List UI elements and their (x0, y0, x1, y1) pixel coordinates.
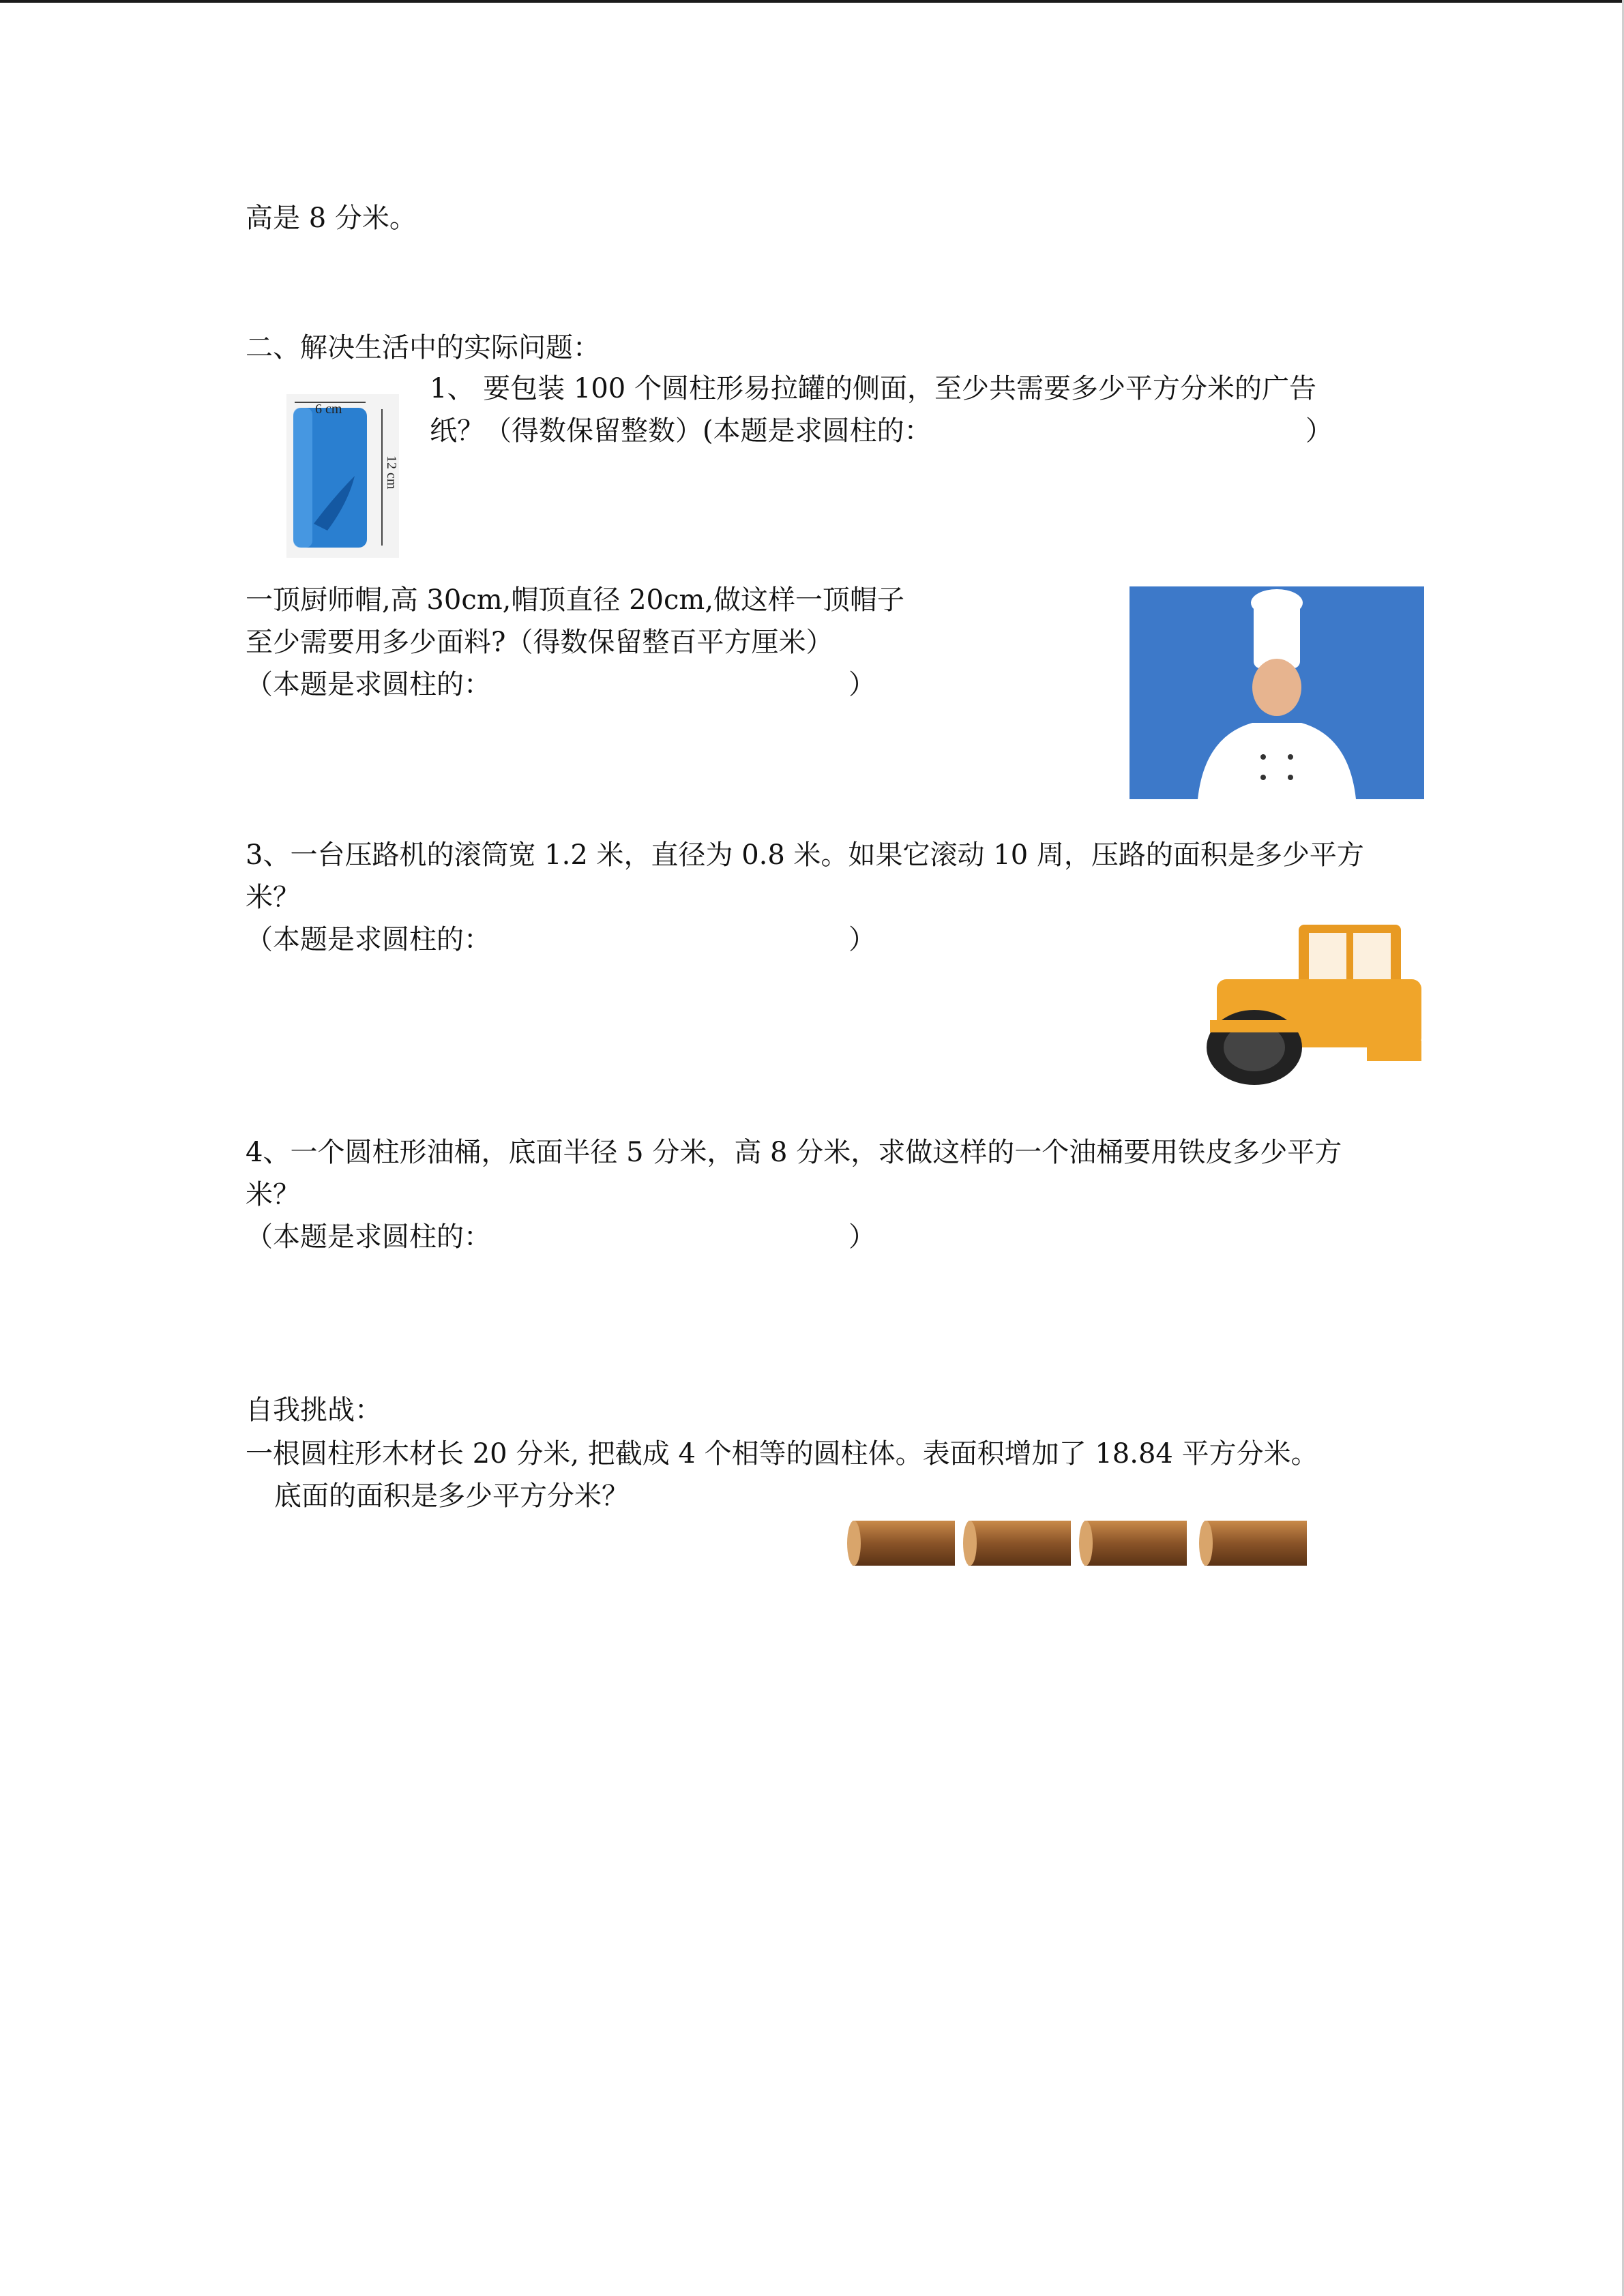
q2-line1: 一顶厨师帽,高 30cm,帽顶直径 20cm,做这样一顶帽子 (246, 584, 905, 616)
previous-question-end: 高是 8 分米。 (246, 203, 417, 234)
can-height-label: 12 cm (384, 456, 399, 490)
q3-line2: 米？ (246, 882, 300, 913)
q4-line3: （本题是求圆柱的： (246, 1221, 491, 1253)
q1-line2: 纸？（得数保留整数）(本题是求圆柱的： (430, 415, 932, 447)
challenge-line1: 一根圆柱形木材长 20 分米, 把截成 4 个相等的圆柱体。表面积增加了 18.84 平方分米。 (246, 1438, 1318, 1470)
wood-log-2 (963, 1521, 1071, 1566)
challenge-title: 自我挑战： (246, 1395, 382, 1426)
wood-log-1 (847, 1521, 955, 1566)
can-image (286, 394, 399, 558)
q2-close-paren: ） (848, 669, 876, 700)
chef-photo (1130, 586, 1424, 799)
q2-line2: 至少需要用多少面料?（得数保留整百平方厘米） (246, 627, 833, 658)
section2-title: 二、解决生活中的实际问题： (246, 332, 600, 363)
wood-log-3 (1079, 1521, 1187, 1566)
wood-logs-image (846, 1517, 1307, 1570)
page-top-border (0, 0, 1624, 3)
q3-line3: （本题是求圆柱的： (246, 924, 491, 955)
road-roller-image (1196, 918, 1432, 1090)
q4-line2: 米？ (246, 1179, 300, 1210)
q2-line3: （本题是求圆柱的： (246, 669, 491, 700)
q3-close-paren: ） (848, 924, 876, 955)
q4-line1: 4、一个圆柱形油桶，底面半径 5 分米，高 8 分米，求做这样的一个油桶要用铁皮多少平方 (246, 1137, 1342, 1168)
q1-close-paren: ） (1305, 415, 1333, 447)
q3-line1: 3、一台压路机的滚筒宽 1.2 米，直径为 0.8 米。如果它滚动 10 周，压路的面积是多少平方 (246, 839, 1364, 871)
q4-close-paren: ） (848, 1221, 876, 1253)
q1-line1: 1、 要包装 100 个圆柱形易拉罐的侧面，至少共需要多少平方分米的广告 (430, 373, 1316, 404)
wood-log-4 (1199, 1521, 1307, 1566)
challenge-line2: 底面的面积是多少平方分米？ (274, 1480, 629, 1512)
can-diameter-label: 6 cm (315, 402, 342, 417)
